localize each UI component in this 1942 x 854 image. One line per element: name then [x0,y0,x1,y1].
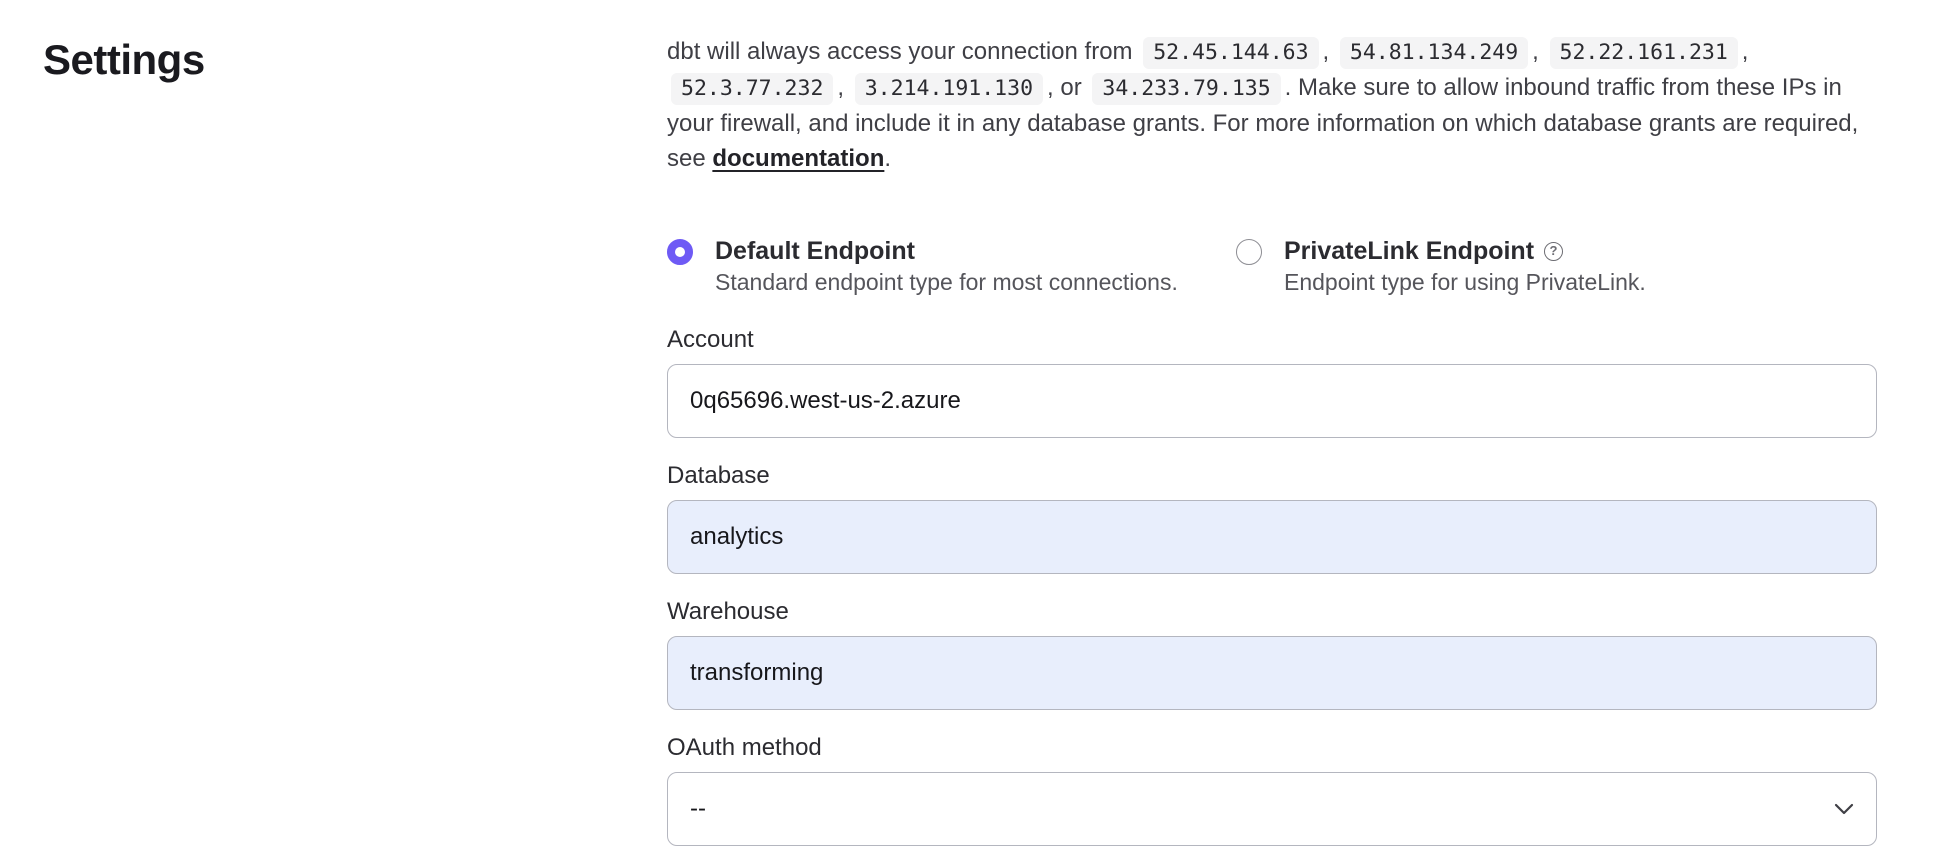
ip-address-chip: 3.214.191.130 [855,73,1043,105]
privatelink-endpoint-radio[interactable] [1236,239,1262,265]
privatelink-endpoint-label-text: PrivateLink Endpoint [1284,237,1535,265]
connection-form [667,326,1877,846]
notice-body: . Make sure to allow inbound traffic from these IPs in your firewall, and include it in any database grants. For more information on which database grants are required, see [667,74,1859,172]
account-label: Account [667,326,754,353]
help-icon[interactable]: ? [1544,242,1563,261]
database-field [667,462,1877,574]
ip-address-chip: 52.22.161.231 [1550,37,1738,69]
database-label: Database [667,462,770,489]
database-input[interactable] [667,500,1877,574]
ip-address-chip: 52.3.77.232 [671,73,833,105]
separator: , [1532,38,1539,65]
oauth-method-selected-value: -- [690,795,706,822]
oauth-method-label: OAuth method [667,734,822,761]
page-title: Settings [43,36,205,83]
privatelink-endpoint-label[interactable] [1284,237,1563,265]
warehouse-field [667,598,1877,710]
oauth-method-select[interactable] [667,772,1877,846]
ip-address-chip: 54.81.134.249 [1340,37,1528,69]
privatelink-endpoint-option[interactable] [1236,236,1646,296]
documentation-link[interactable]: documentation [712,145,885,172]
default-endpoint-option[interactable] [667,236,1236,296]
separator: , [1741,38,1749,65]
separator: , [837,74,845,101]
warehouse-label: Warehouse [667,598,789,625]
default-endpoint-label[interactable]: Default Endpoint [715,237,915,265]
account-input[interactable] [667,364,1877,438]
warehouse-input[interactable] [667,636,1877,710]
notice-period: . [884,145,892,172]
default-endpoint-radio[interactable] [667,239,693,265]
separator: , [1322,38,1330,65]
default-endpoint-description: Standard endpoint type for most connections. [715,269,1178,295]
privatelink-endpoint-description: Endpoint type for using PrivateLink. [1284,269,1646,295]
default-endpoint-text [715,236,1178,296]
account-field [667,326,1877,438]
ip-allowlist-notice [667,34,1877,176]
privatelink-endpoint-text [1284,236,1646,296]
connection-settings-panel [667,34,1877,854]
oauth-method-field [667,734,1877,846]
or-connector: , or [1047,74,1082,101]
ip-address-chip: 34.233.79.135 [1092,73,1280,105]
endpoint-type-radio-group [667,236,1877,296]
chevron-down-icon [1834,803,1854,815]
ip-address-chip: 52.45.144.63 [1143,37,1318,69]
notice-intro: dbt will always access your connection from [667,38,1133,65]
